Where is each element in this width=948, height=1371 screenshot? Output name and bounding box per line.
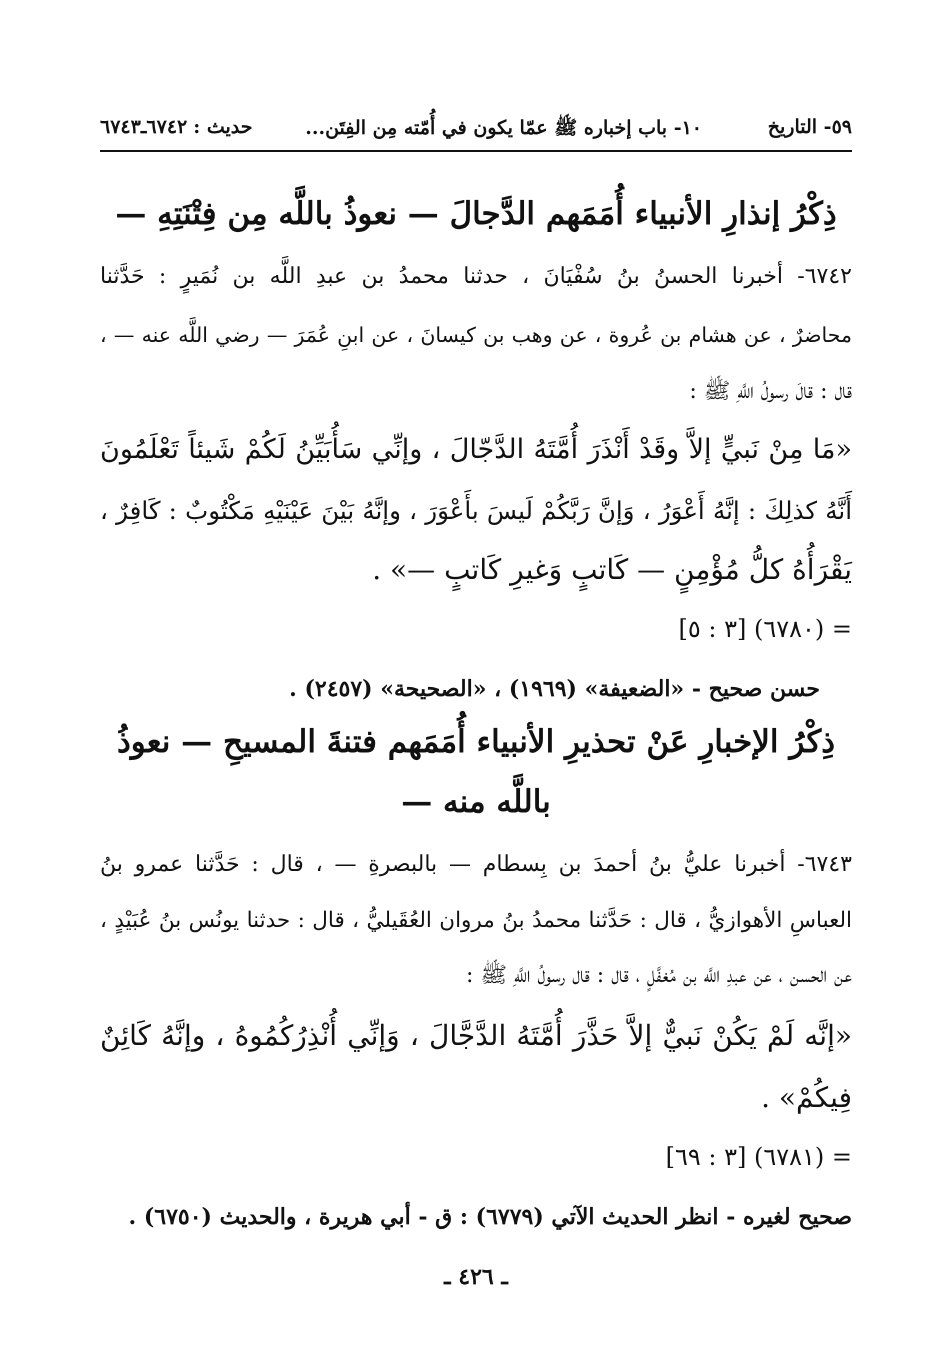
section-2-heading-line-2: باللَّه منه —	[401, 784, 551, 820]
section-2-isnad-line-3: عن الحسن ، عن عبدِ اللَّه بن مُغفَّلٍ ، قال : قال رسولُ اللَّهِ ﷺ :	[466, 963, 852, 988]
section-1-isnad-line-1: ٦٧٤٢- أخبرنا الحسنُ بنُ سُفْيَانَ ، حدثنا محمدُ بن عبدِ اللَّه بن نُمَيرٍ : حَدَّثنا	[100, 264, 852, 289]
running-head-hadith-range: ٦٧٤٢ـ٦٧٤٣	[100, 116, 188, 138]
section-1-matn-line-3: يَقْرَأُهُ كلُّ مُؤْمِنٍ — كَاتبٍ وَغيرِ كَاتبٍ —» .	[372, 553, 852, 586]
header-rule	[100, 150, 852, 152]
section-1-reference: = (٦٧٨٠) [٣ : ٥]	[678, 615, 852, 643]
section-2-reference: = (٦٧٨١) [٣ : ٦٩]	[665, 1143, 852, 1171]
section-1-heading: ذِكْرُ إنذارِ الأنبياء أُمَمَهم الدَّجالَ — نعوذُ باللَّه مِن فِتْنَتِهِ —	[115, 196, 837, 232]
section-1-matn-line-1: «مَا مِنْ نَبيٍّ إلاَّ وقَدْ أَنْذَرَ أُمَّتَهُ الدَّجّالَ ، وإنِّي سَأُبَيِّنُ لَكُمْ شَيئاً تَعْلَمُونَ	[100, 434, 852, 465]
running-head-hadith	[100, 116, 253, 138]
section-2-heading-line-1: ذِكْرُ الإخبارِ عَنْ تحذيرِ الأنبياء أُمَمَهم فتنةَ المسيحِ — نعوذُ	[116, 724, 836, 760]
running-head-hadith-label: حديث :	[193, 116, 253, 138]
section-1-grade: حسن صحيح - «الضعيفة» (١٩٦٩) ، «الصحيحة» (٢٤٥٧) .	[289, 676, 820, 702]
section-2-matn-line-2: فِيكُمْ» .	[761, 1081, 852, 1114]
page-number: ـ ٤٢٦ ـ	[444, 1264, 508, 1290]
running-head	[100, 112, 852, 148]
section-2-matn-line-1: «إنَّه لَمْ يَكُنْ نَبيٌّ إلاَّ حَذَّرَ أُمَّتَهُ الدَّجَّالَ ، وَإنِّي أُنْذِرُكُمُوهُ ، وإنَّهُ كَائِنٌ	[100, 1019, 852, 1052]
section-2-isnad-line-1: ٦٧٤٣- أخبرنا عليُّ بنُ أحمدَ بن بِسطام — بالبصرةِ — ، قال : حَدَّثنا عمرو بنُ	[100, 852, 852, 877]
section-1-isnad-line-2: محاضرٌ ، عن هشام بن عُروة ، عن وهب بن كيسانَ ، عن ابنِ عُمَرَ — رضي اللَّه عنه — ،	[100, 323, 852, 347]
section-2-isnad-line-2: العباسِ الأهوازيُّ ، قال : حَدَّثنا محمدُ بنُ مروان العُقَيليُّ ، قال : حدثنا يونُس بنُ عُبَيْدٍ ،	[100, 908, 852, 933]
section-1-matn-line-2: أَنَّهُ كذلِكَ : إنَّهُ أَعْوَرُ ، وَإنَّ رَبَّكُمْ لَيسَ بأَعْوَرَ ، وإنَّهُ بَيْنَ عَيْنَيْهِ مَكْتُوبٌ : كَافِرٌ ،	[100, 496, 852, 525]
running-head-chapter: ١٠- باب إخباره ﷺ عمّا يكون في أُمّته مِن الفِتَن...	[305, 117, 702, 139]
section-2-grade: صحيح لغيره - انظر الحديث الآتي (٦٧٧٩) : ق - أبي هريرة ، والحديث (٦٧٥٠) .	[128, 1204, 852, 1230]
running-head-section: ٥٩- التاريخ	[767, 116, 852, 138]
section-1-isnad-line-3: قال : قالَ رسولُ اللَّهِ ﷺ :	[689, 379, 852, 404]
